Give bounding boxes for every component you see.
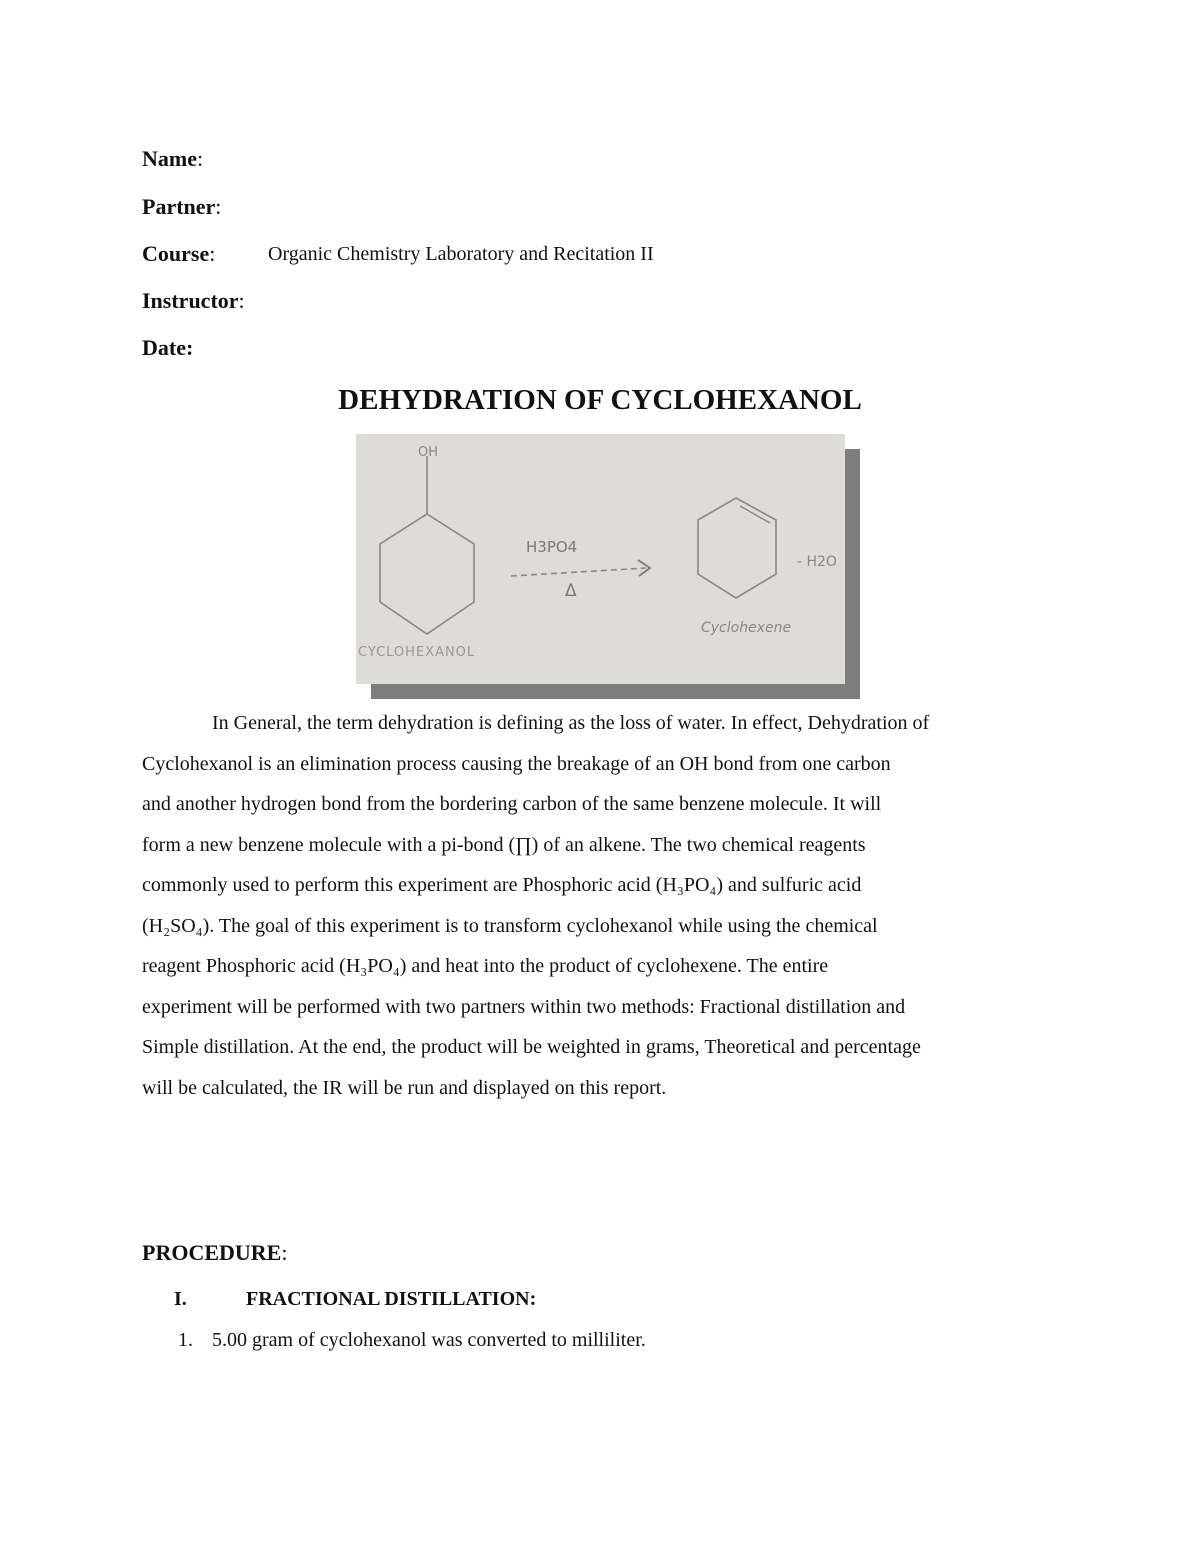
reaction-figure xyxy=(356,434,845,684)
reagent-label: H3PO4 xyxy=(526,538,578,556)
date-field xyxy=(142,335,193,361)
section-title: FRACTIONAL DISTILLATION: xyxy=(246,1288,537,1310)
date-label: Date: xyxy=(142,335,194,360)
step-text: 5.00 gram of cyclohexanol was converted to milliliter. xyxy=(212,1329,646,1351)
intro-line: Simple distillation. At the end, the product will be weighted in grams, Theoretical and percentage xyxy=(142,1036,921,1058)
instructor-colon: : xyxy=(238,288,245,313)
name-label: Name xyxy=(142,146,197,171)
section-numeral: I. xyxy=(174,1288,187,1310)
partner-label: Partner xyxy=(142,194,216,219)
name-field xyxy=(142,146,203,172)
procedure-colon: : xyxy=(281,1240,288,1265)
reactant-label: CYCLOHEXANOL xyxy=(358,645,476,660)
name-colon: : xyxy=(196,146,204,171)
cyclohexene-ring xyxy=(698,498,776,598)
intro-line: (H₂SO₄). The goal of this experiment is to transform cyclohexanol while using the chemical xyxy=(142,914,878,937)
intro-paragraph xyxy=(142,703,1060,1108)
reaction-scheme xyxy=(356,434,845,684)
course-value: Organic Chemistry Laboratory and Recitation II xyxy=(268,243,654,265)
cyclohexanol-structure xyxy=(380,456,474,634)
course-field xyxy=(142,241,654,267)
intro-line: experiment will be performed with two partners within two methods: Fractional distillation and xyxy=(142,995,906,1018)
intro-line: Cyclohexanol is an elimination process causing the breakage of an OH bond from one carbon xyxy=(142,752,891,775)
procedure-heading xyxy=(142,1239,287,1267)
reaction-arrow-shaft xyxy=(511,568,646,576)
intro-line: commonly used to perform this experiment are Phosphoric acid (H₃PO₄) and sulfuric acid xyxy=(142,874,862,896)
document-title: DEHYDRATION OF CYCLOHEXANOL xyxy=(338,384,862,416)
instructor-field xyxy=(142,288,245,314)
cyclohexene-structure xyxy=(698,498,776,598)
procedure-label: PROCEDURE xyxy=(142,1240,282,1265)
intro-line: reagent Phosphoric acid (H₃PO₄) and heat into the product of cyclohexene. The entire xyxy=(142,955,829,977)
partner-field xyxy=(142,194,221,220)
partner-colon: : xyxy=(215,194,222,219)
intro-line: In General, the term dehydration is defining as the loss of water. In effect, Dehydration of xyxy=(212,712,930,734)
byproduct-label: - H2O xyxy=(797,554,837,570)
cyclohexane-ring xyxy=(380,514,474,634)
intro-line: and another hydrogen bond from the bordering carbon of the same benzene molecule. It will xyxy=(142,793,882,815)
product-label: Cyclohexene xyxy=(701,620,792,636)
step-number: 1. xyxy=(178,1329,193,1351)
course-colon: : xyxy=(209,241,216,266)
instructor-label: Instructor xyxy=(142,288,239,313)
oh-group-label: OH xyxy=(418,445,439,460)
intro-line: form a new benzene molecule with a pi-bond (∏) of an alkene. The two chemical reagents xyxy=(142,833,866,856)
intro-line: will be calculated, the IR will be run and displayed on this report. xyxy=(142,1076,667,1099)
heat-symbol: Δ xyxy=(565,581,577,601)
course-label: Course xyxy=(142,241,210,266)
